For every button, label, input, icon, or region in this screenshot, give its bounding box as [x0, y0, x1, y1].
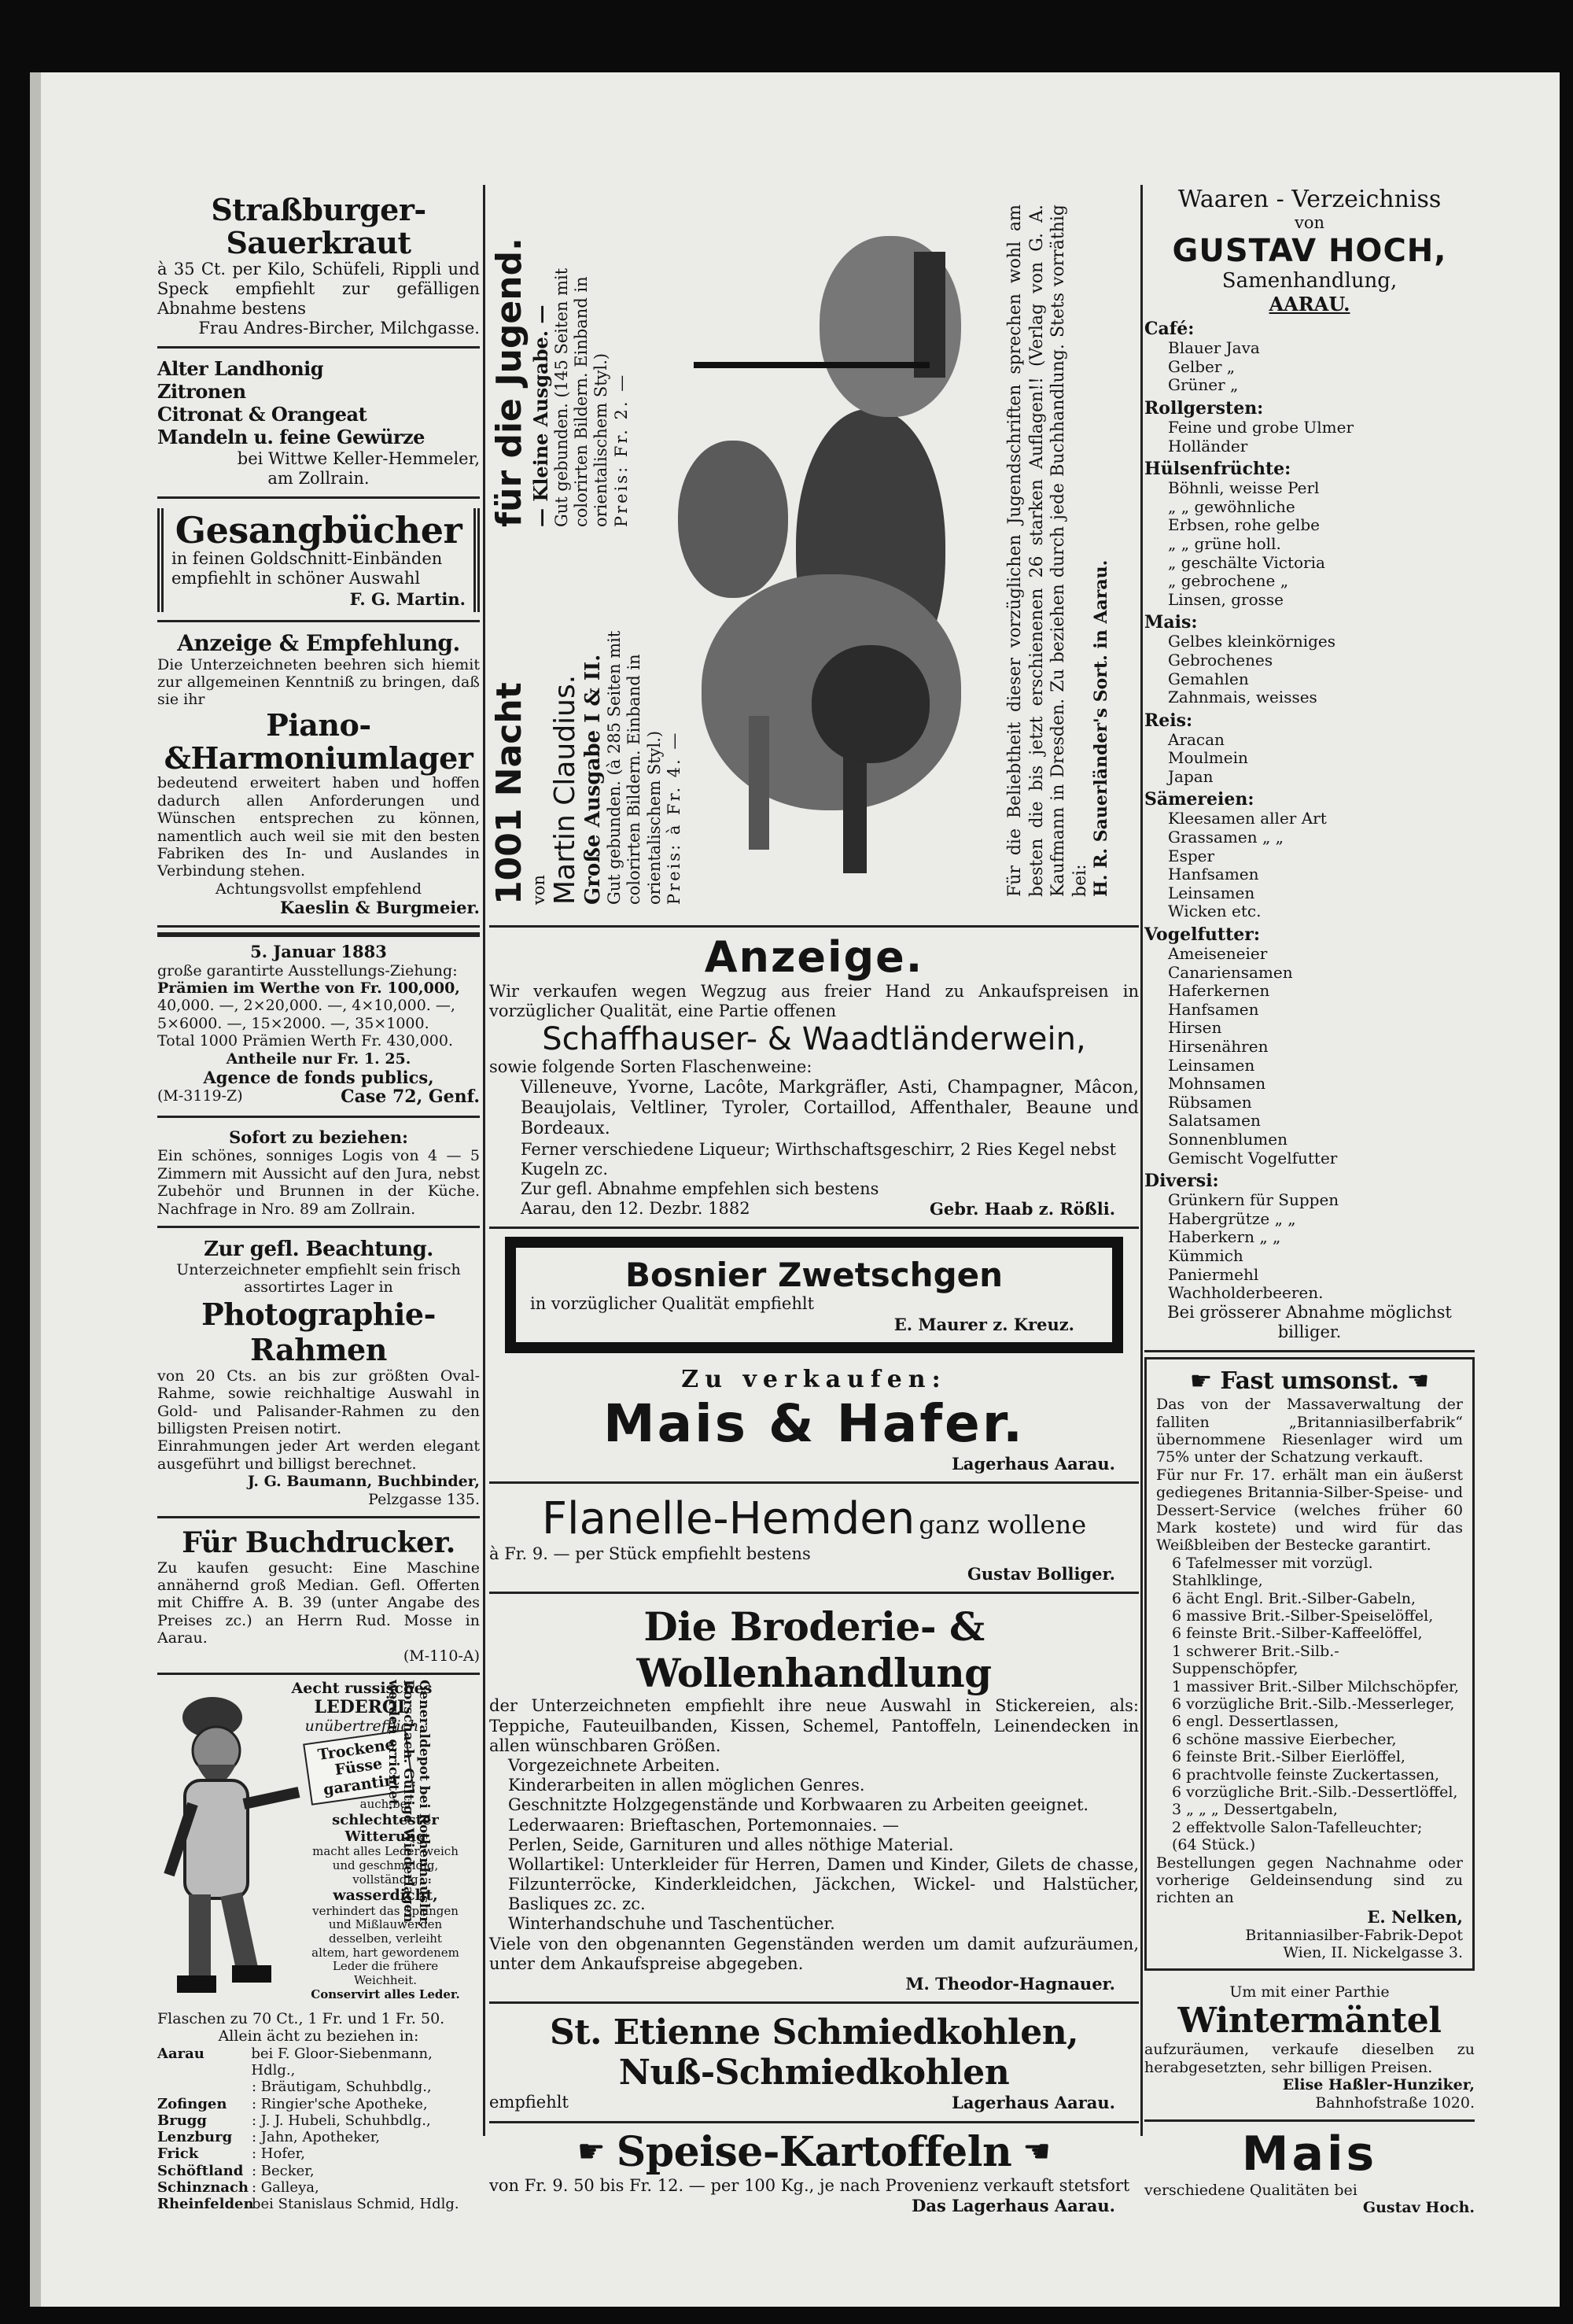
ad-pre: Zu verkaufen: — [681, 1365, 947, 1393]
ad-buchdrucker — [157, 1523, 480, 1675]
category-item: Gemischt Vogelfutter — [1168, 1148, 1338, 1168]
dealer-town: Rheinfelden — [157, 2196, 254, 2212]
service-item: 6 prachtvolle feinste Zuckertassen, — [1172, 1765, 1439, 1784]
service-item: 6 engl. Dessertlassen, — [1172, 1713, 1339, 1731]
lederoel-sold: Allein ächt zu beziehen in: — [218, 2027, 419, 2045]
dealer-name: : Bräutigam, Schuhbdlg., — [252, 2079, 432, 2096]
dealer-row — [157, 2163, 480, 2179]
lotto-line: Agence de fonds publics, — [203, 1068, 434, 1088]
dealer-town: Zofingen — [157, 2095, 227, 2112]
ad-lederoel — [157, 1680, 480, 2212]
service-item: 6 feinste Brit.-Silber Eierlöffel, — [1172, 1748, 1405, 1766]
book-title: für die Jugend. — [489, 238, 529, 527]
category-heading: Mais: — [1144, 612, 1198, 633]
ad-title: Gesangbücher — [175, 508, 462, 551]
pointing-hand-left-icon: ☚ — [1022, 2134, 1052, 2171]
book-edition: Große Ausgabe I & II. — [581, 654, 606, 905]
dealer-row — [157, 2112, 480, 2129]
category-item: Rübsamen — [1168, 1092, 1252, 1112]
category-item: Ameiseneier — [1168, 944, 1268, 964]
ad-text: Viele von den obgenannten Gegenständen werden um damit aufzuräumen, unter dem Ankaufspreise abgegeben. — [489, 1934, 1139, 1973]
category-item: „ „ grüne holl. — [1168, 533, 1281, 553]
broderie-item: Vorgezeichnete Arbeiten. — [508, 1755, 720, 1775]
service-item: 1 schwerer Brit.-Silb.-Suppenschöpfer, — [1172, 1642, 1339, 1678]
ad-signature: Lagerhaus Aarau. — [952, 2093, 1115, 2113]
man-figure-icon — [157, 1686, 315, 2009]
merchant-type: Samenhandlung, — [1221, 269, 1398, 293]
dealer-town: Aarau — [157, 2045, 204, 2062]
ad-text: empfiehlt — [489, 2093, 569, 2112]
lotto-line: Prämien im Werthe von Fr. 100,000, — [157, 979, 460, 997]
ad-wintermaentel — [1144, 1979, 1475, 2122]
ad-text: der Unterzeichneten empfiehlt ihre neue Auswahl in Stickereien, als: Teppiche, Fauteuilbanden, Kissen, Schemel, Pantoffeln, Leinendecken in allen wünschbaren Größen. — [489, 1696, 1139, 1755]
category-heading: Diversi: — [1144, 1171, 1219, 1192]
category-item: Hirsen — [1168, 1018, 1222, 1038]
category-item: Hanfsamen — [1168, 999, 1259, 1019]
category-item: Gelbes kleinkörniges — [1168, 632, 1335, 651]
ad-text: Das von der Massaverwaltung der falliten „Britanniasilberfabrik“ übernommene Riesenlager wird um 75% unter der Schatzung verkauft. — [1156, 1396, 1463, 1466]
category-item: Hirsenähren — [1168, 1037, 1269, 1056]
ad-text: Zu kaufen gesucht: Eine Maschine annähernd groß Median. Gefl. Offerten mit Chiffre A. B. 39 (unter Angabe des Preises zc.) an Herrn Rud. Mosse in Aarau. — [157, 1559, 480, 1647]
category-item: Haberkern „ „ — [1168, 1227, 1281, 1247]
ad-gesangbuecher — [157, 504, 480, 622]
lederoel-text: schlechtester Witterung — [332, 1811, 439, 1845]
column-middle — [489, 189, 1139, 2215]
ad-text: von Fr. 9. 50 bis Fr. 12. — per 100 Kg., je nach Provenienz verkauft stetsfort — [489, 2175, 1130, 2195]
dealer-list — [157, 2045, 480, 2212]
category-item: Mohnsamen — [1168, 1074, 1266, 1094]
ad-title: Fast umsonst. — [1220, 1367, 1399, 1395]
ad-landhonig — [157, 353, 480, 499]
lederoel-head: LEDERÖL — [314, 1697, 410, 1718]
book-notice: Für die Beliebtheit dieser vorzüglichen Jugendschriften sprechen wohl am besten die bis jetzt erschienenen 26 starken Auflagen!! (Verlag von G. A. Kaufmann in Dresden. Zu beziehen durch jede Buchhandlung. Stets vorräthig bei: — [1005, 205, 1090, 897]
ad-text: Unterzeichneter empfiehlt sein frisch assortirtes Lager in — [176, 1260, 461, 1297]
binding-edge — [30, 72, 41, 2307]
ad-text: Wir verkaufen wegen Wegzug aus freier Hand zu Ankaufspreisen in vorzüglicher Qualität, eine Partie offenen — [489, 982, 1139, 1021]
ad-flanelle — [489, 1488, 1139, 1594]
ad-text: aufzuräumen, verkaufe dieselben zu herabgesetzten, sehr billigen Preisen. — [1144, 2041, 1475, 2076]
ad-text: Bestellungen gegen Nachnahme oder vorherige Geldeinsendung sind zu richten an — [1156, 1854, 1463, 1907]
ad-headline: Wintermäntel — [1177, 2001, 1442, 2042]
product-line: Zitronen — [157, 380, 246, 404]
ad-schmiedkohlen — [489, 2009, 1139, 2123]
ad-headline: Speise-Kartoffeln — [616, 2127, 1012, 2176]
ad-text: à 35 Ct. per Kilo, Schüfeli, Rippli und Speck empfiehlt zur gefälligen Abnahme bestens — [157, 259, 480, 318]
category-item: Gebrochenes — [1168, 650, 1273, 670]
dealer-name: : J. J. Hubeli, Schuhbdlg., — [252, 2112, 431, 2129]
list-footer: Bei grösserer Abnahme möglichst billiger. — [1167, 1302, 1452, 1341]
lederoel-text: verhindert das Springen und Mißlauwerden desselben, verleiht altem, hart gewordenem Leder die frühere Weichheit. — [311, 1903, 459, 1988]
ad-text: Einrahmungen jeder Art werden elegant ausgeführt und billigst berechnet. — [157, 1437, 480, 1473]
ad-signature: Das Lagerhaus Aarau. — [912, 2195, 1115, 2215]
dealer-row — [157, 2145, 480, 2162]
ad-piano — [157, 627, 480, 928]
book-title: 1001 Nacht — [489, 682, 529, 905]
dealer-row — [157, 2179, 480, 2196]
ad-text: Die Unterzeichneten beehren sich hiemit zur allgemeinen Kenntniß zu bringen, daß sie ihr — [157, 655, 480, 709]
ad-zwetschgen — [505, 1237, 1123, 1352]
broderie-item: Perlen, Seide, Garnituren und alles nöthige Material. — [508, 1835, 954, 1854]
list-von: von — [1294, 213, 1325, 232]
category-item: Esper — [1168, 846, 1215, 865]
dealer-name: : Galleya, — [252, 2178, 319, 2196]
category-item: Canariensamen — [1168, 962, 1293, 982]
ad-lotterie — [157, 932, 480, 1118]
ad-text: sowie folgende Sorten Flaschenweine: — [489, 1057, 812, 1077]
merchant-city: AARAU. — [1269, 293, 1350, 316]
ad-sauerkraut — [157, 189, 480, 349]
ad-text: verschiedene Qualitäten bei — [1144, 2181, 1357, 2199]
dealer-town: Brugg — [157, 2112, 207, 2129]
service-item: 2 effektvolle Salon-Tafelleuchter; — [1172, 1818, 1423, 1836]
list-title: Waaren - Verzeichniss — [1177, 186, 1442, 213]
category-item: Erbsen, rohe gelbe — [1168, 515, 1321, 535]
service-list — [1156, 1555, 1463, 1854]
ad-broderie — [489, 1599, 1139, 2004]
ad-signature: Gebr. Haab z. Rößli. — [929, 1199, 1115, 1219]
ad-logis — [157, 1123, 480, 1228]
lotto-line: Case 72, Genf. — [341, 1086, 480, 1108]
dealer-town: Frick — [157, 2145, 199, 2163]
ad-signature: F. G. Martin. — [349, 588, 466, 609]
book-notice-seller: H. R. Sauerländer's Sort. in Aarau. — [1091, 559, 1111, 897]
ad-code: (M-110-A) — [403, 1647, 480, 1665]
service-item: 6 Tafelmesser mit vorzügl. Stahlklinge, — [1172, 1554, 1373, 1590]
ad-headline: Die Broderie- & Wollenhandlung — [636, 1603, 992, 1697]
category-heading: Hülsenfrüchte: — [1144, 459, 1291, 480]
book-author: Martin Claudius. — [549, 674, 582, 905]
category-item: Kleesamen aller Art — [1168, 809, 1327, 828]
service-item: 6 massive Brit.-Silber-Speiselöffel, — [1172, 1607, 1434, 1625]
illustration-palanquin — [654, 205, 985, 897]
ad-photographie-rahmen — [157, 1233, 480, 1518]
category-item: Holländer — [1168, 436, 1248, 456]
ad-jugendschriften — [489, 189, 1139, 928]
lederoel-tag: Trockene Füsse garantirt — [303, 1729, 414, 1806]
broderie-item: Lederwaaren: Brieftaschen, Portemonnaies. — — [508, 1815, 899, 1835]
category-heading: Café: — [1144, 319, 1195, 340]
ad-title: Bosnier Zwetschgen — [624, 1256, 1004, 1295]
dealer-town: Schöftland — [157, 2162, 244, 2179]
book-von: von — [529, 874, 548, 905]
ad-pre: Um mit einer Parthie — [1229, 1983, 1390, 2001]
book-edition: — Kleine Ausgabe. — — [529, 304, 552, 527]
ad-signature: Pelzgasse 135. — [368, 1490, 480, 1508]
ad-signature: Wien, II. Nickelgasse 3. — [1283, 1944, 1463, 1962]
dealer-name: : Becker, — [252, 2162, 315, 2179]
category-item: Moulmein — [1168, 748, 1248, 768]
ad-title: Straßburger-Sauerkraut — [211, 192, 426, 260]
merchant-name: GUSTAV HOCH, — [1172, 233, 1447, 270]
ad-signature: Britanniasilber-Fabrik-Depot — [1245, 1927, 1463, 1945]
ad-text: Zur gefl. Abnahme empfehlen sich bestens — [521, 1179, 879, 1199]
ad-signature: am Zollrain. — [267, 468, 370, 488]
dealer-row — [157, 2196, 480, 2212]
ad-signature: bei Wittwe Keller-Hemmeler, — [237, 448, 480, 468]
pointing-hand-left-icon: ☚ — [1406, 1366, 1430, 1396]
dealer-name: : Ringier'sche Apotheke, — [252, 2095, 428, 2112]
dealer-row — [157, 2096, 480, 2112]
category-item: „ „ gewöhnliche — [1168, 496, 1295, 516]
category-item: Habergrütze „ „ — [1168, 1208, 1296, 1228]
ad-title: Anzeige. — [704, 932, 924, 982]
category-item: Hanfsamen — [1168, 865, 1259, 884]
product-list — [1144, 319, 1475, 1303]
ad-mais-hafer — [489, 1361, 1139, 1484]
ad-signature: Lagerhaus Aarau. — [952, 1453, 1115, 1474]
ad-signature: M. Theodor-Hagnauer. — [905, 1974, 1115, 1994]
ad-wein — [489, 928, 1139, 1229]
book-desc: Gut gebunden. (à 285 Seiten mit colorirten Bildern. Einband in orientalischem Styl.) — [605, 630, 664, 905]
dealer-name: : Hofer, — [252, 2145, 305, 2163]
category-item: „ gebrochene „ — [1168, 571, 1289, 591]
dealer-row — [157, 2045, 480, 2079]
ad-text: Ein schönes, sonniges Logis von 4 — 5 Zimmern mit Aussicht auf den Jura, nebst Zubehör und Brunnen in der Küche. Nachfrage in Nro. 89 am Zollrain. — [157, 1147, 480, 1218]
product-line: Mandeln u. feine Gewürze — [157, 425, 425, 448]
service-item: 3 „ „ „ Dessertgabeln, — [1172, 1801, 1338, 1819]
dealer-town: Lenzburg — [157, 2129, 233, 2146]
category-heading: Reis: — [1144, 710, 1193, 731]
lederoel-text: macht alles Leder weich und geschmeidig, vollständig — [312, 1844, 459, 1887]
ad-headline: Piano-&Harmoniumlager — [164, 706, 473, 776]
broderie-item: Wollartikel: Unterkleider für Herren, Damen und Kinder, Gilets de chasse, Filzunterröcke, Kinderkleidchen, Jäckchen, Wickel- und Halstücher, Basliques zc. zc. — [508, 1854, 1139, 1914]
category-item: Grassamen „ „ — [1168, 828, 1284, 847]
category-item: Kümmich — [1168, 1245, 1243, 1265]
ad-mais — [1144, 2127, 1475, 2217]
category-item: Grüner „ — [1168, 375, 1239, 395]
dealer-name: bei F. Gloor-Siebenmann, Hdlg., — [251, 2045, 433, 2079]
broderie-item: Kinderarbeiten in allen möglichen Genres. — [508, 1776, 865, 1795]
ad-headline: Nuß-Schmiedkohlen — [618, 2052, 1010, 2093]
lederoel-text: wasserdicht, — [333, 1887, 438, 1905]
book-price: Preis: à Fr. 4. — — [664, 730, 683, 905]
ad-signature: Frau Andres-Bircher, Milchgasse. — [198, 319, 480, 338]
pointing-hand-right-icon: ☛ — [1189, 1366, 1213, 1396]
ad-headline: Photographie-Rahmen — [201, 1296, 436, 1367]
service-item: 6 feinste Brit.-Silber-Kaffeelöffel, — [1172, 1625, 1423, 1643]
wine-list: Villeneuve, Yvorne, Lacôte, Markgräfler, Asti, Champagner, Mâcon, Beaujolais, Veltliner, Tyroler, Cortaillod, Affenthaler, Beaune und Bordeaux. — [521, 1077, 1139, 1139]
ad-gustav-hoch — [1144, 181, 1475, 1352]
ad-signature: Bahnhofstraße 1020. — [1315, 2093, 1475, 2112]
category-item: Blauer Java — [1168, 338, 1260, 358]
ad-text: in vorzüglicher Qualität empfiehlt — [530, 1294, 815, 1314]
ad-headline-small: ganz wollene — [919, 1510, 1087, 1540]
category-item: Böhnli, weisse Perl — [1168, 478, 1320, 498]
column-rule-left — [483, 185, 485, 2136]
lotto-line: Antheile nur Fr. 1. 25. — [226, 1049, 411, 1068]
lotto-line: 40,000. —, 2×20,000. —, 4×10,000. —, — [157, 997, 455, 1015]
category-item: Wachholderbeeren. — [1168, 1283, 1324, 1303]
lotto-line: 5×6000. —, 15×2000. —, 35×1000. — [157, 1014, 429, 1032]
category-item: „ geschälte Victoria — [1168, 552, 1325, 572]
ad-signature: J. G. Baumann, Buchbinder, — [247, 1473, 480, 1491]
lederoel-head: Aecht russisches — [291, 1680, 433, 1698]
ad-title: Sofort zu beziehen: — [229, 1127, 408, 1148]
dealer-name: : Jahn, Apotheker, — [252, 2129, 381, 2146]
ad-title: Für Buchdrucker. — [182, 1526, 455, 1560]
ad-text: in feinen Goldschnitt-Einbänden empfiehlt in schöner Auswahl — [171, 549, 443, 588]
lederoel-text: auch bei — [359, 1797, 411, 1812]
category-item: Feine und grobe Ulmer — [1168, 417, 1354, 437]
broderie-item: Geschnitzte Holzgegenstände und Korbwaaren zu Arbeiten geeignet. — [508, 1795, 1089, 1815]
ad-headline: Schaffhauser- & Waadtländerwein, — [542, 1021, 1086, 1058]
category-item: Paniermehl — [1168, 1264, 1259, 1284]
lotto-line: Total 1000 Prämien Werth Fr. 430,000. — [157, 1032, 454, 1050]
ad-nelken — [1144, 1357, 1475, 1971]
ad-headline: Flanelle-Hemden — [541, 1493, 915, 1545]
ad-date: Aarau, den 12. Dezbr. 1882 — [521, 1199, 750, 1219]
column-right — [1144, 181, 1475, 2217]
category-item: Japan — [1168, 766, 1214, 786]
lotto-code: (M-3119-Z) — [157, 1087, 243, 1105]
product-line: Citronat & Orangeat — [157, 402, 367, 426]
lederoel-head: unübertrefflich — [304, 1717, 419, 1736]
category-heading: Sämereien: — [1144, 789, 1254, 810]
column-rule-right — [1140, 185, 1143, 2136]
broderie-list — [489, 1756, 1139, 1935]
broderie-item: Winterhandschuhe und Taschentücher. — [508, 1914, 835, 1934]
category-item: Leinsamen — [1168, 883, 1255, 902]
dealer-town: Schinznach — [157, 2178, 249, 2196]
ad-signature: Elise Haßler-Hunziker, — [1282, 2076, 1475, 2094]
dealer-row — [157, 2129, 480, 2145]
ad-signature: Gustav Hoch. — [1362, 2199, 1475, 2217]
ad-signature: Gustav Bolliger. — [967, 1564, 1115, 1584]
lederoel-price: Flaschen zu 70 Ct., 1 Fr. und 1 Fr. 50. — [157, 2010, 445, 2028]
dealer-name: bei Stanislaus Schmid, Hdlg. — [252, 2196, 459, 2212]
service-item: (64 Stück.) — [1172, 1836, 1256, 1854]
lederoel-illustration — [157, 1680, 480, 2010]
service-item: 1 massiver Brit.-Silber Milchschöpfer, — [1172, 1677, 1460, 1695]
ad-text: Ferner verschiedene Liqueur; Wirthschaftsgeschirr, 2 Ries Kegel nebst Kugeln zc. — [521, 1139, 1117, 1179]
category-item: Grünkern für Suppen — [1168, 1190, 1339, 1210]
book-desc: Gut gebunden. (145 Seiten mit colorirten Bildern. Einband in orientalischem Styl.) — [552, 267, 611, 527]
column-left — [157, 189, 480, 2212]
service-item: 6 schöne massive Eierbecher, — [1172, 1730, 1397, 1748]
lotto-line: große garantirte Ausstellungs-Ziehung: — [157, 961, 458, 979]
ad-signature: E. Maurer z. Kreuz. — [893, 1314, 1074, 1334]
category-item: Gemahlen — [1168, 669, 1249, 688]
service-item: 6 vorzügliche Brit.-Silb.-Dessertlöffel, — [1172, 1784, 1458, 1802]
book-price: Preis: Fr. 2. — — [611, 372, 631, 527]
ad-text: von 20 Cts. an bis zur größten Oval-Rahme, sowie reichhaltige Auswahl in Gold- und Palisander-Rahmen zu den billigsten Preisen notirt. — [157, 1367, 480, 1438]
category-item: Aracan — [1168, 729, 1225, 749]
category-heading: Rollgersten: — [1144, 397, 1264, 419]
product-line: Alter Landhonig — [157, 357, 324, 381]
category-item: Zahnmais, weisses — [1168, 688, 1317, 707]
ad-headline: St. Etienne Schmiedkohlen, — [549, 2012, 1079, 2053]
ad-text: Für nur Fr. 17. erhält man ein äußerst gediegenes Britannia-Silber-Speise- und Dessert-Service (welches früher 60 Mark kostete) und wird für das Weißbleiben der Bestecke garantirt. — [1156, 1466, 1463, 1555]
ad-kartoffeln — [489, 2128, 1139, 2215]
category-item: Salatsamen — [1168, 1111, 1261, 1131]
ad-text: bedeutend erweitert haben und hoffen dadurch allen Anforderungen und Wünschen entsprechen zu können, namentlich auch weil sie mit den besten Fabriken des In- und Auslandes in Verbindung stehen. — [157, 774, 480, 880]
category-item: Sonnenblumen — [1168, 1129, 1288, 1149]
lederoel-text: Conservirt alles Leder. — [311, 1986, 460, 2001]
category-item: Haferkernen — [1168, 981, 1270, 1001]
ad-headline: Mais — [1241, 2126, 1378, 2182]
dealer-town — [157, 2079, 252, 2095]
service-item: 6 vorzügliche Brit.-Silb.-Messerleger, — [1172, 1695, 1455, 1713]
ad-headline: Mais & Hafer. — [602, 1393, 1026, 1454]
ad-signature: Achtungsvollst empfehlend — [215, 880, 422, 898]
category-item: Leinsamen — [1168, 1055, 1255, 1075]
pointing-hand-right-icon: ☛ — [577, 2134, 606, 2171]
category-item: Linsen, grosse — [1168, 589, 1284, 609]
category-item: Gelber „ — [1168, 356, 1236, 376]
service-item: 6 ächt Engl. Brit.-Silber-Gabeln, — [1172, 1589, 1416, 1607]
lotto-date: 5. Januar 1883 — [250, 942, 387, 962]
ad-text: à Fr. 9. — per Stück empfiehlt bestens — [489, 1544, 811, 1564]
ad-signature: E. Nelken, — [1367, 1906, 1463, 1927]
ad-title: Anzeige & Empfehlung. — [177, 629, 460, 656]
lederoel-side: Generaldepot bei Rothenhäusler, Rorschach. Gültige Wiederlagen werden errichtet. — [385, 1680, 432, 1927]
category-heading: Vogelfutter: — [1144, 924, 1260, 946]
ad-signature: Kaeslin & Burgmeier. — [280, 898, 480, 918]
dealer-row — [157, 2079, 480, 2095]
category-item: Wicken etc. — [1168, 902, 1262, 921]
ad-title: Zur gefl. Beachtung. — [204, 1237, 433, 1261]
